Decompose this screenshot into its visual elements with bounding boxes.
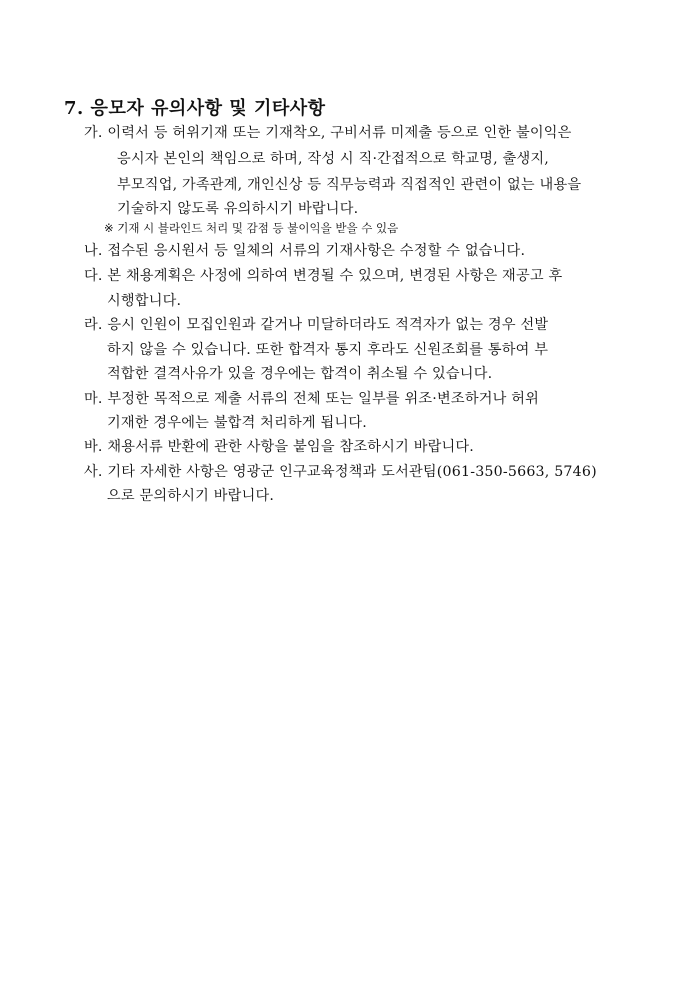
item-ga-line-4: 기술하지 않도록 유의하시기 바랍니다.	[117, 201, 359, 217]
item-sa-line-2: 으로 문의하시기 바랍니다.	[107, 488, 275, 504]
item-ra-line-3: 적합한 결격사유가 있을 경우에는 합격이 취소될 수 있습니다.	[107, 366, 493, 382]
section-title: 7. 응모자 유의사항 및 기타사항	[64, 98, 326, 119]
item-ba-line-1: 바. 채용서류 반환에 관한 사항을 붙임을 참조하시기 바랍니다.	[84, 439, 475, 455]
item-ra-line-1: 라. 응시 인원이 모집인원과 같거나 미달하더라도 적격자가 없는 경우 선발	[84, 317, 549, 333]
item-ga-line-1: 가. 이력서 등 허위기재 또는 기재착오, 구비서류 미제출 등으로 인한 불이익은	[84, 125, 572, 141]
item-sa-line-1: 사. 기타 자세한 사항은 영광군 인구교육정책과 도서관팀(061-350-5663, 5746)	[84, 464, 597, 480]
item-da-line-1: 다. 본 채용계획은 사정에 의하여 변경될 수 있으며, 변경된 사항은 재공고 후	[84, 268, 563, 284]
item-ma-line-1: 마. 부정한 목적으로 제출 서류의 전체 또는 일부를 위조·변조하거나 허위	[84, 391, 540, 407]
item-ma-line-2: 기재한 경우에는 불합격 처리하게 됩니다.	[107, 415, 367, 431]
item-ga-line-3: 부모직업, 가족관계, 개인신상 등 직무능력과 직접적인 관련이 없는 내용을	[117, 177, 582, 193]
item-ga-line-2: 응시자 본인의 책임으로 하며, 작성 시 직·간접적으로 학교명, 출생지,	[117, 151, 549, 167]
item-ra-line-2: 하지 않을 수 있습니다. 또한 합격자 통지 후라도 신원조회를 통하여 부	[107, 342, 549, 358]
item-ga-note: ※ 기재 시 블라인드 처리 및 감점 등 불이익을 받을 수 있음	[104, 221, 399, 235]
item-na-line-1: 나. 접수된 응시원서 등 일체의 서류의 기재사항은 수정할 수 없습니다.	[84, 243, 526, 259]
item-da-line-2: 시행합니다.	[107, 293, 182, 309]
